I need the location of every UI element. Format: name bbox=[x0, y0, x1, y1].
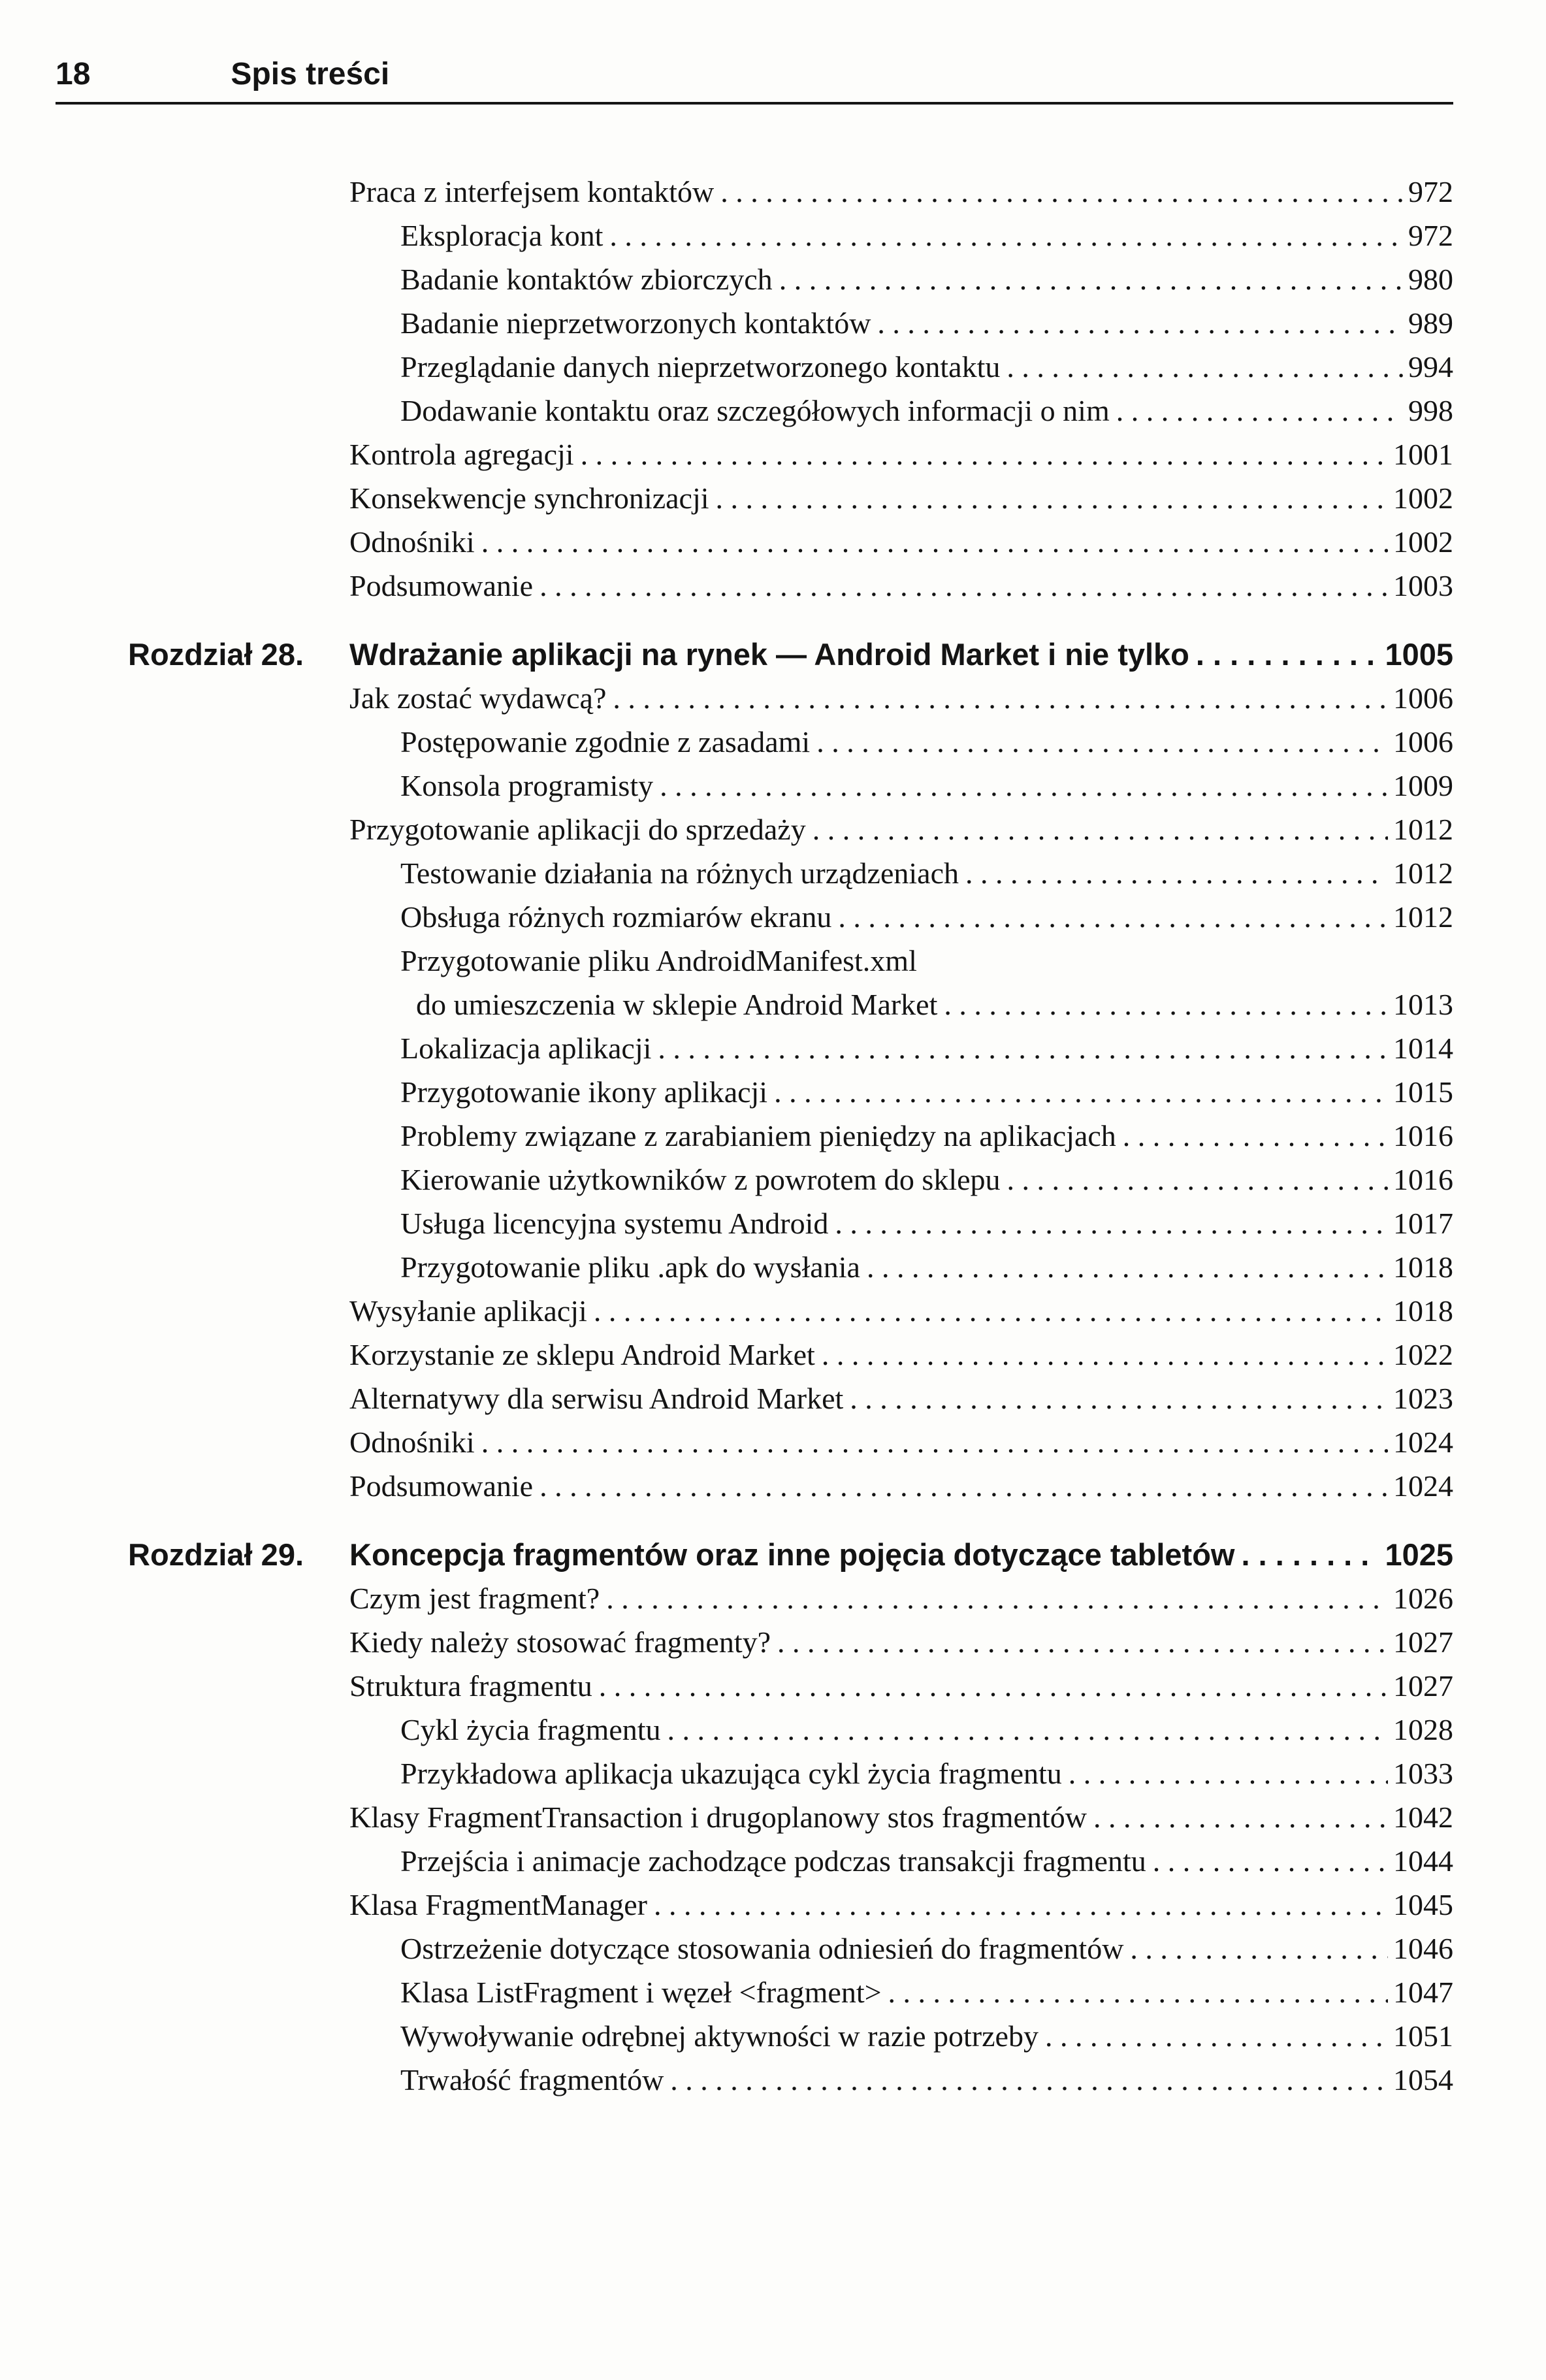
toc-entry-title: Problemy związane z zarabianiem pieniędzy na aplikacjach bbox=[400, 1119, 1116, 1152]
toc-entry-title: Jak zostać wydawcą? bbox=[349, 681, 607, 715]
dot-leader bbox=[838, 895, 1388, 939]
dot-leader bbox=[944, 983, 1388, 1026]
toc-entry-row bbox=[56, 1114, 1453, 1158]
dot-leader bbox=[1069, 1752, 1388, 1795]
toc-entry-page: 1044 bbox=[1393, 1844, 1453, 1878]
toc-entry-page: 1042 bbox=[1393, 1801, 1453, 1834]
toc-entry-page: 989 bbox=[1408, 306, 1453, 340]
toc-entry-page: 1014 bbox=[1393, 1032, 1453, 1065]
toc-entry-row bbox=[56, 257, 1453, 301]
dot-leader bbox=[888, 1970, 1388, 2014]
dot-leader bbox=[481, 520, 1388, 564]
toc-entry-row bbox=[56, 895, 1453, 939]
dot-leader bbox=[720, 170, 1403, 214]
dot-leader bbox=[539, 564, 1388, 608]
toc-entry-title: Przygotowanie aplikacji do sprzedaży bbox=[349, 813, 806, 846]
dot-leader bbox=[670, 2058, 1388, 2102]
page-header-title: Spis treści bbox=[231, 57, 390, 91]
toc-entry-page: 1012 bbox=[1393, 856, 1453, 890]
toc-entry-row bbox=[56, 214, 1453, 257]
dot-leader bbox=[668, 1708, 1388, 1752]
toc-entry-title: Dodawanie kontaktu oraz szczegółowych informacji o nim bbox=[400, 394, 1110, 427]
toc-entry-page: 1033 bbox=[1393, 1757, 1453, 1790]
toc-entry-page: 1009 bbox=[1393, 769, 1453, 802]
dot-leader bbox=[539, 1464, 1388, 1508]
toc-entry-row bbox=[56, 1201, 1453, 1245]
dot-leader bbox=[716, 476, 1388, 520]
toc-entry-title: Eksploracja kont bbox=[400, 219, 604, 252]
toc-entry-row bbox=[56, 939, 1453, 983]
toc-entry-title: Cykl życia fragmentu bbox=[400, 1713, 661, 1746]
toc-entry-title: Podsumowanie bbox=[349, 569, 534, 602]
page-number: 18 bbox=[56, 57, 91, 91]
toc-entry-page: 1017 bbox=[1393, 1207, 1453, 1240]
toc-entry-row bbox=[56, 1420, 1453, 1464]
dot-leader bbox=[813, 807, 1388, 851]
toc-entry-row bbox=[56, 1026, 1453, 1070]
toc-entry-row bbox=[56, 1752, 1453, 1795]
chapter-title: Koncepcja fragmentów oraz inne pojęcia dotyczące tabletów bbox=[349, 1537, 1235, 1572]
dot-leader bbox=[1196, 632, 1380, 676]
toc-entry-title: Podsumowanie bbox=[349, 1469, 534, 1503]
chapter-heading-row bbox=[56, 632, 1453, 676]
toc-entry-row bbox=[56, 1464, 1453, 1508]
dot-leader bbox=[965, 851, 1388, 895]
toc-entry-page: 1001 bbox=[1393, 438, 1453, 471]
toc-entry-page: 972 bbox=[1408, 175, 1453, 208]
dot-leader bbox=[660, 764, 1388, 807]
toc-entry-page: 1028 bbox=[1393, 1713, 1453, 1746]
toc-entry-page: 1016 bbox=[1393, 1119, 1453, 1152]
toc-entry-title: Trwałość fragmentów bbox=[400, 2063, 664, 2096]
toc-entry-title: Kontrola agregacji bbox=[349, 438, 574, 471]
toc-entry-page: 1018 bbox=[1393, 1294, 1453, 1328]
dot-leader bbox=[877, 301, 1403, 345]
dot-leader bbox=[816, 720, 1388, 764]
chapter-page: 1005 bbox=[1385, 637, 1453, 672]
dot-leader bbox=[1153, 1839, 1388, 1883]
toc-entry-row bbox=[56, 1883, 1453, 1927]
toc-entry-page: 1013 bbox=[1393, 988, 1453, 1021]
toc-entry-page: 998 bbox=[1408, 394, 1453, 427]
toc-entry-title: Odnośniki bbox=[349, 525, 475, 559]
dot-leader bbox=[779, 257, 1403, 301]
toc-entry-row bbox=[56, 1708, 1453, 1752]
chapter-page: 1025 bbox=[1385, 1537, 1453, 1572]
toc-entry-page: 1027 bbox=[1393, 1625, 1453, 1659]
toc-entry-title: Struktura fragmentu bbox=[349, 1669, 592, 1703]
dot-leader bbox=[777, 1620, 1388, 1664]
toc-entry-row bbox=[56, 676, 1453, 720]
toc-entry-row bbox=[56, 1927, 1453, 1970]
toc-entry-row bbox=[56, 983, 1453, 1026]
toc-entry-page: 1018 bbox=[1393, 1250, 1453, 1284]
toc-entry-row bbox=[56, 389, 1453, 432]
toc-entry-title: Klasa ListFragment i węzeł <fragment> bbox=[400, 1976, 882, 2009]
toc-entry-title: Kiedy należy stosować fragmenty? bbox=[349, 1625, 771, 1659]
dot-leader bbox=[606, 1576, 1388, 1620]
toc-entry-page: 1016 bbox=[1393, 1163, 1453, 1196]
chapter-label: Rozdział 28. bbox=[128, 637, 304, 672]
dot-leader bbox=[1241, 1533, 1379, 1576]
toc-entry-page: 1003 bbox=[1393, 569, 1453, 602]
dot-leader bbox=[1007, 1158, 1388, 1201]
dot-leader bbox=[609, 214, 1403, 257]
toc-entry-row bbox=[56, 764, 1453, 807]
toc-entry-title: Wysyłanie aplikacji bbox=[349, 1294, 587, 1328]
toc-entry-row bbox=[56, 170, 1453, 214]
dot-leader bbox=[1123, 1114, 1388, 1158]
toc-entry-row bbox=[56, 1970, 1453, 2014]
toc-entry-page: 1024 bbox=[1393, 1426, 1453, 1459]
toc-entry-page: 1022 bbox=[1393, 1338, 1453, 1371]
toc-entry-title: Praca z interfejsem kontaktów bbox=[349, 175, 715, 208]
toc-entry-page: 1046 bbox=[1393, 1932, 1453, 1965]
toc-entry-title: Wywoływanie odrębnej aktywności w razie potrzeby bbox=[400, 2019, 1039, 2053]
toc-entry-title: Przeglądanie danych nieprzetworzonego kontaktu bbox=[400, 350, 1001, 383]
toc-entry-row bbox=[56, 2058, 1453, 2102]
toc-entry-row bbox=[56, 301, 1453, 345]
toc-entry-title: Przygotowanie ikony aplikacji bbox=[400, 1075, 768, 1109]
dot-leader bbox=[774, 1070, 1388, 1114]
toc-entry-page: 1002 bbox=[1393, 525, 1453, 559]
toc-entry-page: 994 bbox=[1408, 350, 1453, 383]
toc-entry-page: 1012 bbox=[1393, 900, 1453, 934]
dot-leader bbox=[1093, 1795, 1388, 1839]
dot-leader bbox=[594, 1289, 1388, 1333]
toc-entry-row bbox=[56, 1664, 1453, 1708]
toc-entry-title: Usługa licencyjna systemu Android bbox=[400, 1207, 829, 1240]
toc-entry-title: Testowanie działania na różnych urządzeniach bbox=[400, 856, 959, 890]
dot-leader bbox=[1007, 345, 1403, 389]
toc-entry-row bbox=[56, 1620, 1453, 1664]
page-header bbox=[56, 57, 1453, 105]
toc-entry-title: Badanie kontaktów zbiorczych bbox=[400, 263, 773, 296]
table-of-contents bbox=[56, 170, 1453, 2102]
toc-entry-row bbox=[56, 851, 1453, 895]
toc-entry-title: Kierowanie użytkowników z powrotem do sklepu bbox=[400, 1163, 1001, 1196]
toc-entry-title: Klasy FragmentTransaction i drugoplanowy stos fragmentów bbox=[349, 1801, 1087, 1834]
toc-entry-row bbox=[56, 1839, 1453, 1883]
toc-entry-page: 1002 bbox=[1393, 481, 1453, 515]
toc-entry-row bbox=[56, 1576, 1453, 1620]
toc-entry-title: Przygotowanie pliku .apk do wysłania bbox=[400, 1250, 860, 1284]
toc-entry-row bbox=[56, 2014, 1453, 2058]
dot-leader bbox=[581, 432, 1388, 476]
toc-entry-title: Badanie nieprzetworzonych kontaktów bbox=[400, 306, 871, 340]
toc-entry-page: 1027 bbox=[1393, 1669, 1453, 1703]
toc-entry-page: 1045 bbox=[1393, 1888, 1453, 1921]
toc-entry-row bbox=[56, 345, 1453, 389]
toc-entry-title: Konsekwencje synchronizacji bbox=[349, 481, 709, 515]
dot-leader bbox=[1116, 389, 1403, 432]
toc-entry-title: Ostrzeżenie dotyczące stosowania odniesień do fragmentów bbox=[400, 1932, 1124, 1965]
toc-entry-title: Przejścia i animacje zachodzące podczas transakcji fragmentu bbox=[400, 1844, 1146, 1878]
toc-entry-page: 972 bbox=[1408, 219, 1453, 252]
toc-entry-row bbox=[56, 1377, 1453, 1420]
toc-entry-row bbox=[56, 1289, 1453, 1333]
toc-entry-page: 980 bbox=[1408, 263, 1453, 296]
toc-entry-title: do umieszczenia w sklepie Android Market bbox=[416, 988, 938, 1021]
toc-entry-title: Korzystanie ze sklepu Android Market bbox=[349, 1338, 815, 1371]
toc-entry-row bbox=[56, 807, 1453, 851]
toc-entry-row bbox=[56, 1333, 1453, 1377]
dot-leader bbox=[654, 1883, 1388, 1927]
dot-leader bbox=[1045, 2014, 1388, 2058]
toc-entry-page: 1026 bbox=[1393, 1582, 1453, 1615]
toc-entry-row bbox=[56, 720, 1453, 764]
chapter-title: Wdrażanie aplikacji na rynek — Android Market i nie tylko bbox=[349, 637, 1189, 672]
toc-entry-title: Odnośniki bbox=[349, 1426, 475, 1459]
toc-entry-row bbox=[56, 1070, 1453, 1114]
dot-leader bbox=[1130, 1927, 1388, 1970]
toc-entry-title: Konsola programisty bbox=[400, 769, 654, 802]
toc-entry-page: 1054 bbox=[1393, 2063, 1453, 2096]
chapter-label: Rozdział 29. bbox=[128, 1537, 304, 1572]
dot-leader bbox=[481, 1420, 1388, 1464]
toc-entry-title: Obsługa różnych rozmiarów ekranu bbox=[400, 900, 832, 934]
toc-entry-page: 1047 bbox=[1393, 1976, 1453, 2009]
toc-entry-page: 1012 bbox=[1393, 813, 1453, 846]
toc-entry-row bbox=[56, 564, 1453, 608]
toc-entry-page: 1051 bbox=[1393, 2019, 1453, 2053]
dot-leader bbox=[835, 1201, 1388, 1245]
toc-entry-row bbox=[56, 1245, 1453, 1289]
toc-entry-page: 1023 bbox=[1393, 1382, 1453, 1415]
toc-entry-row bbox=[56, 1795, 1453, 1839]
toc-entry-title: Alternatywy dla serwisu Android Market bbox=[349, 1382, 844, 1415]
chapter-heading-row bbox=[56, 1533, 1453, 1576]
toc-entry-row bbox=[56, 520, 1453, 564]
toc-entry-row bbox=[56, 476, 1453, 520]
dot-leader bbox=[613, 676, 1388, 720]
toc-entry-title: Klasa FragmentManager bbox=[349, 1888, 648, 1921]
dot-leader bbox=[867, 1245, 1388, 1289]
dot-leader bbox=[658, 1026, 1388, 1070]
toc-entry-row bbox=[56, 1158, 1453, 1201]
toc-entry-page: 1006 bbox=[1393, 725, 1453, 758]
toc-entry-page: 1006 bbox=[1393, 681, 1453, 715]
toc-entry-page: 1024 bbox=[1393, 1469, 1453, 1503]
toc-entry-row bbox=[56, 432, 1453, 476]
toc-entry-title: Przygotowanie pliku AndroidManifest.xml bbox=[400, 944, 917, 977]
dot-leader bbox=[822, 1333, 1388, 1377]
dot-leader bbox=[599, 1664, 1388, 1708]
toc-entry-title: Lokalizacja aplikacji bbox=[400, 1032, 652, 1065]
dot-leader bbox=[850, 1377, 1388, 1420]
toc-entry-page: 1015 bbox=[1393, 1075, 1453, 1109]
toc-entry-title: Postępowanie zgodnie z zasadami bbox=[400, 725, 811, 758]
toc-entry-title: Przykładowa aplikacja ukazująca cykl życia fragmentu bbox=[400, 1757, 1062, 1790]
toc-entry-title: Czym jest fragment? bbox=[349, 1582, 600, 1615]
